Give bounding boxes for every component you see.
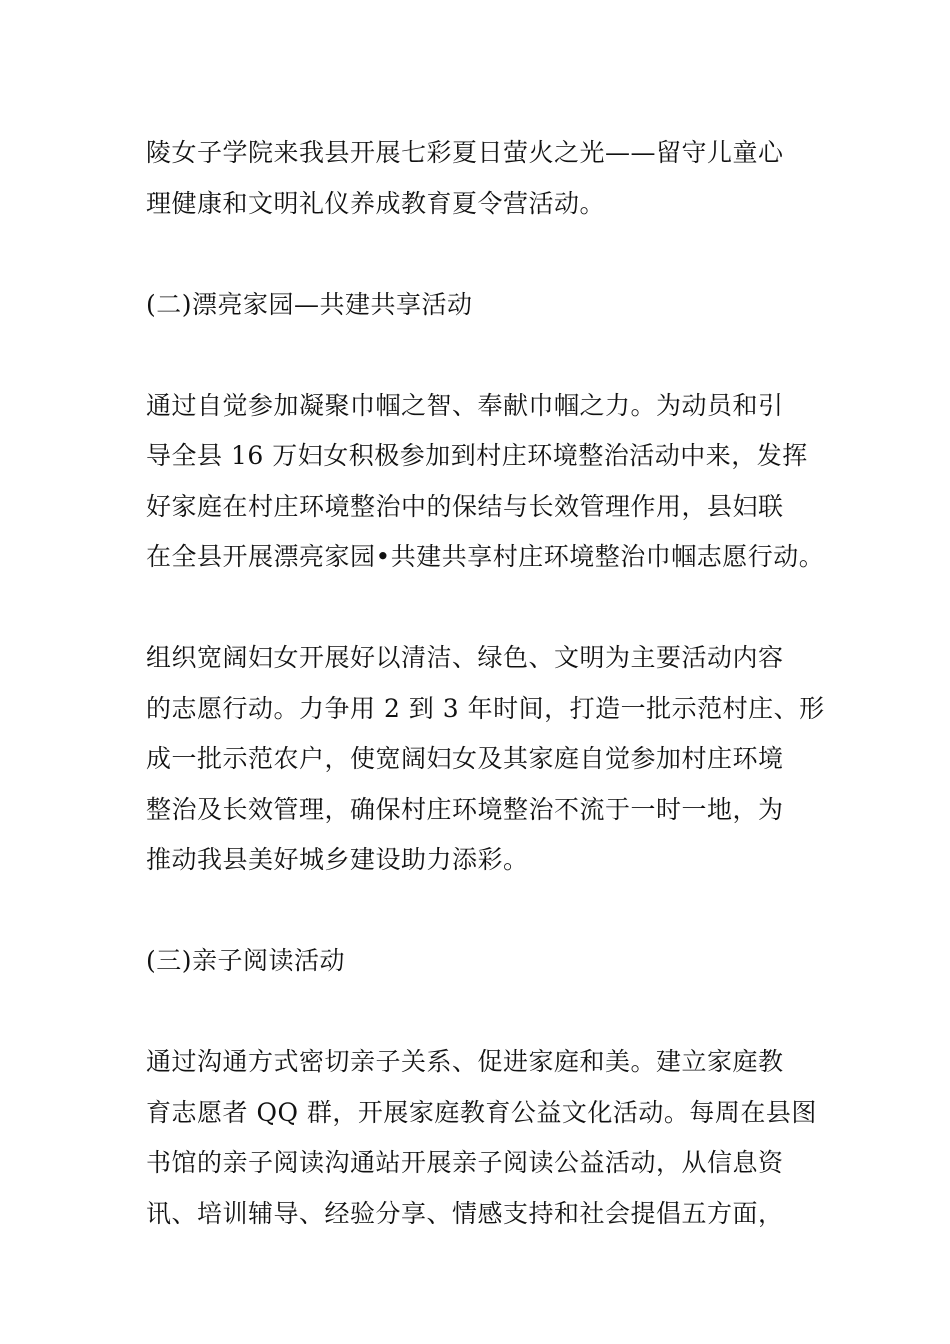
text-line: 讯、培训辅导、经验分享、情感支持和社会提倡五方面， [146,1198,784,1228]
paragraph-gap [146,583,814,634]
text-line: 通过自觉参加凝聚巾帼之智、奉献巾帼之力。为动员和引 [146,390,784,420]
heading-text: (三)亲子阅读活动 [146,946,346,975]
paragraph-4 [146,1037,817,1239]
paragraph-gap [146,886,814,937]
paragraph-gap [146,987,814,1038]
paragraph-1 [146,128,814,229]
text-line: 书馆的亲子阅读沟通站开展亲子阅读公益活动，从信息资 [146,1148,784,1177]
section-heading-3 [146,936,814,987]
section-heading-2 [146,280,814,331]
text-line: 推动我县美好城乡建设助力添彩。 [146,845,529,874]
document-body [146,128,825,1239]
text-line: 陵女子学院来我县开展七彩夏日萤火之光——留守儿童心 [146,138,784,167]
paragraph-gap [146,330,814,381]
text-line: 理健康和文明礼仪养成教育夏令营活动。 [146,188,606,218]
paragraph-gap [146,229,814,280]
text-line: 育志愿者 QQ 群，开展家庭教育公益文化活动。每周在县图 [146,1097,817,1127]
text-line: 在全县开展漂亮家园•共建共享村庄环境整治巾帼志愿行动。 [146,542,825,571]
text-line: 导全县 16 万妇女积极参加到村庄环境整治活动中来，发挥 [146,441,808,470]
heading-text: (二)漂亮家园—共建共享活动 [146,289,473,319]
text-line: 整治及长效管理，确保村庄环境整治不流于一时一地，为 [146,794,784,824]
paragraph-3 [146,633,825,886]
text-line: 的志愿行动。力争用 2 到 3 年时间，打造一批示范村庄、形 [146,693,825,723]
text-line: 组织宽阔妇女开展好以清洁、绿色、文明为主要活动内容 [146,643,784,672]
text-line: 成一批示范农户，使宽阔妇女及其家庭自觉参加村庄环境 [146,744,784,773]
paragraph-2 [146,381,825,583]
text-line: 通过沟通方式密切亲子关系、促进家庭和美。建立家庭教 [146,1047,784,1076]
text-line: 好家庭在村庄环境整治中的保结与长效管理作用，县妇联 [146,491,784,521]
